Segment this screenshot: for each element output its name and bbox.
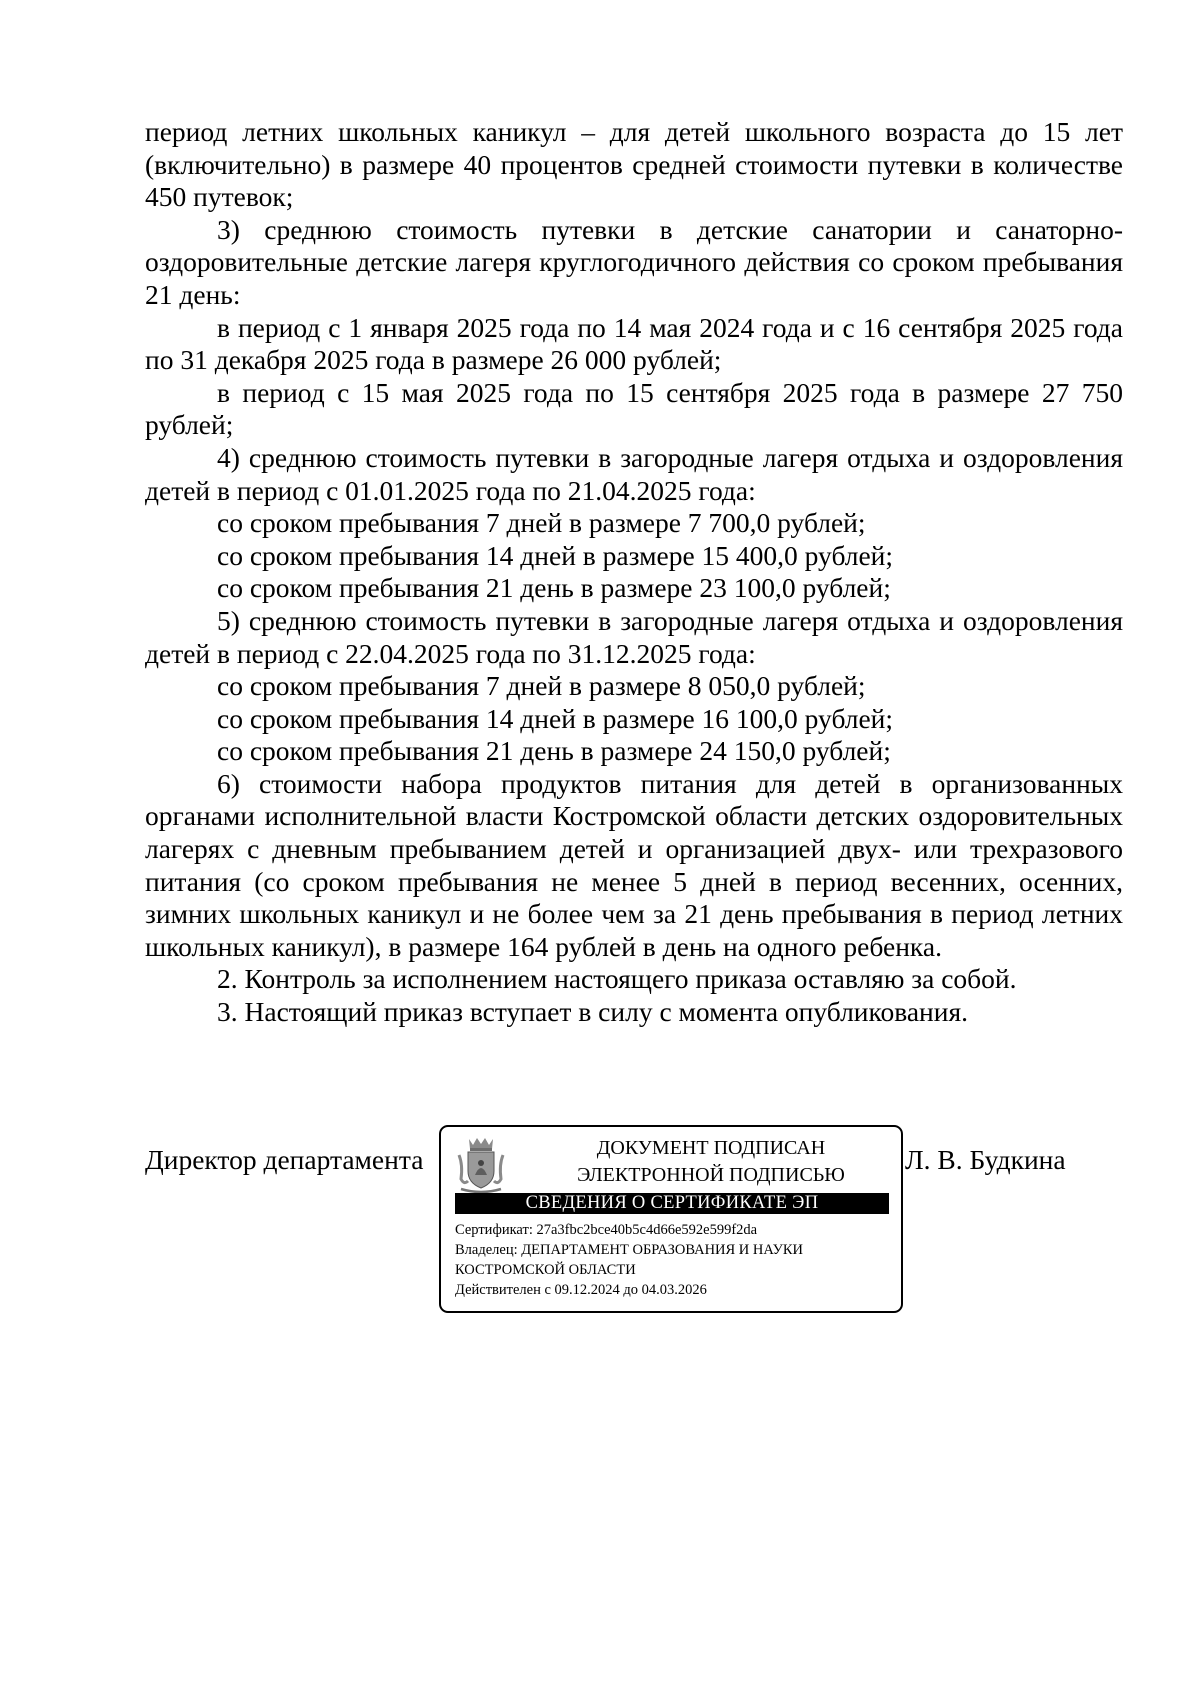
paragraph: со сроком пребывания 7 дней в размере 7 700,0 рублей; [217,507,866,539]
certificate-owner: КОСТРОМСКОЙ ОБЛАСТИ [455,1262,636,1278]
certificate-number: Сертификат: 27a3fbc2bce40b5c4d66e592e599f2da [455,1222,758,1238]
paragraph: 4) среднюю стоимость путевки в загородные лагеря отдыха и оздоровления детей в период с 01.01.2025 года по 21.04.2025 года: [145,441,1123,506]
paragraph: 3. Настоящий приказ вступает в силу с момента опубликования. [217,996,969,1028]
electronic-signature-stamp [439,1125,903,1313]
paragraph: период летних школьных каникул – для детей школьного возраста до 15 лет (включительно) в размере 40 процентов средней стоимости путевки в количестве 450 путевок; [145,116,1123,213]
paragraph: 3) среднюю стоимость путевки в детские санатории и санаторно-оздоровительные детские лагеря круглогодичного действия со сроком пребывания 21 день: [145,213,1123,310]
document-body [145,116,1123,1029]
signer-position: Директор департамента [145,1144,424,1175]
stamp-title-line: ДОКУМЕНТ ПОДПИСАН [596,1137,826,1159]
stamp-title [521,1135,901,1189]
coat-of-arms-icon [455,1135,507,1195]
certificate-validity: Действителен с 09.12.2024 до 04.03.2026 [455,1282,707,1298]
paragraph: со сроком пребывания 21 день в размере 24 150,0 рублей; [217,735,891,767]
paragraph: 5) среднюю стоимость путевки в загородные лагеря отдыха и оздоровления детей в период с 22.04.2025 года по 31.12.2025 года: [145,604,1123,669]
signer-name: Л. В. Будкина [905,1144,1066,1175]
paragraph: 6) стоимости набора продуктов питания для детей в организованных органами исполнительной власти Костромской области детских оздоровительных лагерях с дневным пребыванием детей и организацией двух- или трехразового питания (со сроком пребывания не менее 5 дней в период весенних, осенних, зимних школьных каникул и не более чем за 21 день пребывания в период летних школьных каникул), в размере 164 рублей в день на одного ребенка. [145,767,1123,962]
paragraph: в период с 15 мая 2025 года по 15 сентября 2025 года в размере 27 750 рублей; [145,376,1123,441]
stamp-title-line: ЭЛЕКТРОННОЙ ПОДПИСЬЮ [577,1164,845,1186]
paragraph: 2. Контроль за исполнением настоящего приказа оставляю за собой. [217,963,1017,995]
paragraph: со сроком пребывания 14 дней в размере 15 400,0 рублей; [217,539,894,571]
paragraph: в период с 1 января 2025 года по 14 мая 2024 года и с 16 сентября 2025 года по 31 декабря 2025 года в размере 26 000 рублей; [145,311,1123,376]
certificate-info-bar: СВЕДЕНИЯ О СЕРТИФИКАТЕ ЭП [455,1193,889,1214]
certificate-owner: Владелец: ДЕПАРТАМЕНТ ОБРАЗОВАНИЯ И НАУКИ [455,1242,803,1258]
paragraph: со сроком пребывания 14 дней в размере 16 100,0 рублей; [217,702,894,734]
paragraph: со сроком пребывания 7 дней в размере 8 050,0 рублей; [217,670,866,702]
signature-block [145,1125,1123,1315]
certificate-details [455,1220,895,1300]
paragraph: со сроком пребывания 21 день в размере 23 100,0 рублей; [217,572,891,604]
